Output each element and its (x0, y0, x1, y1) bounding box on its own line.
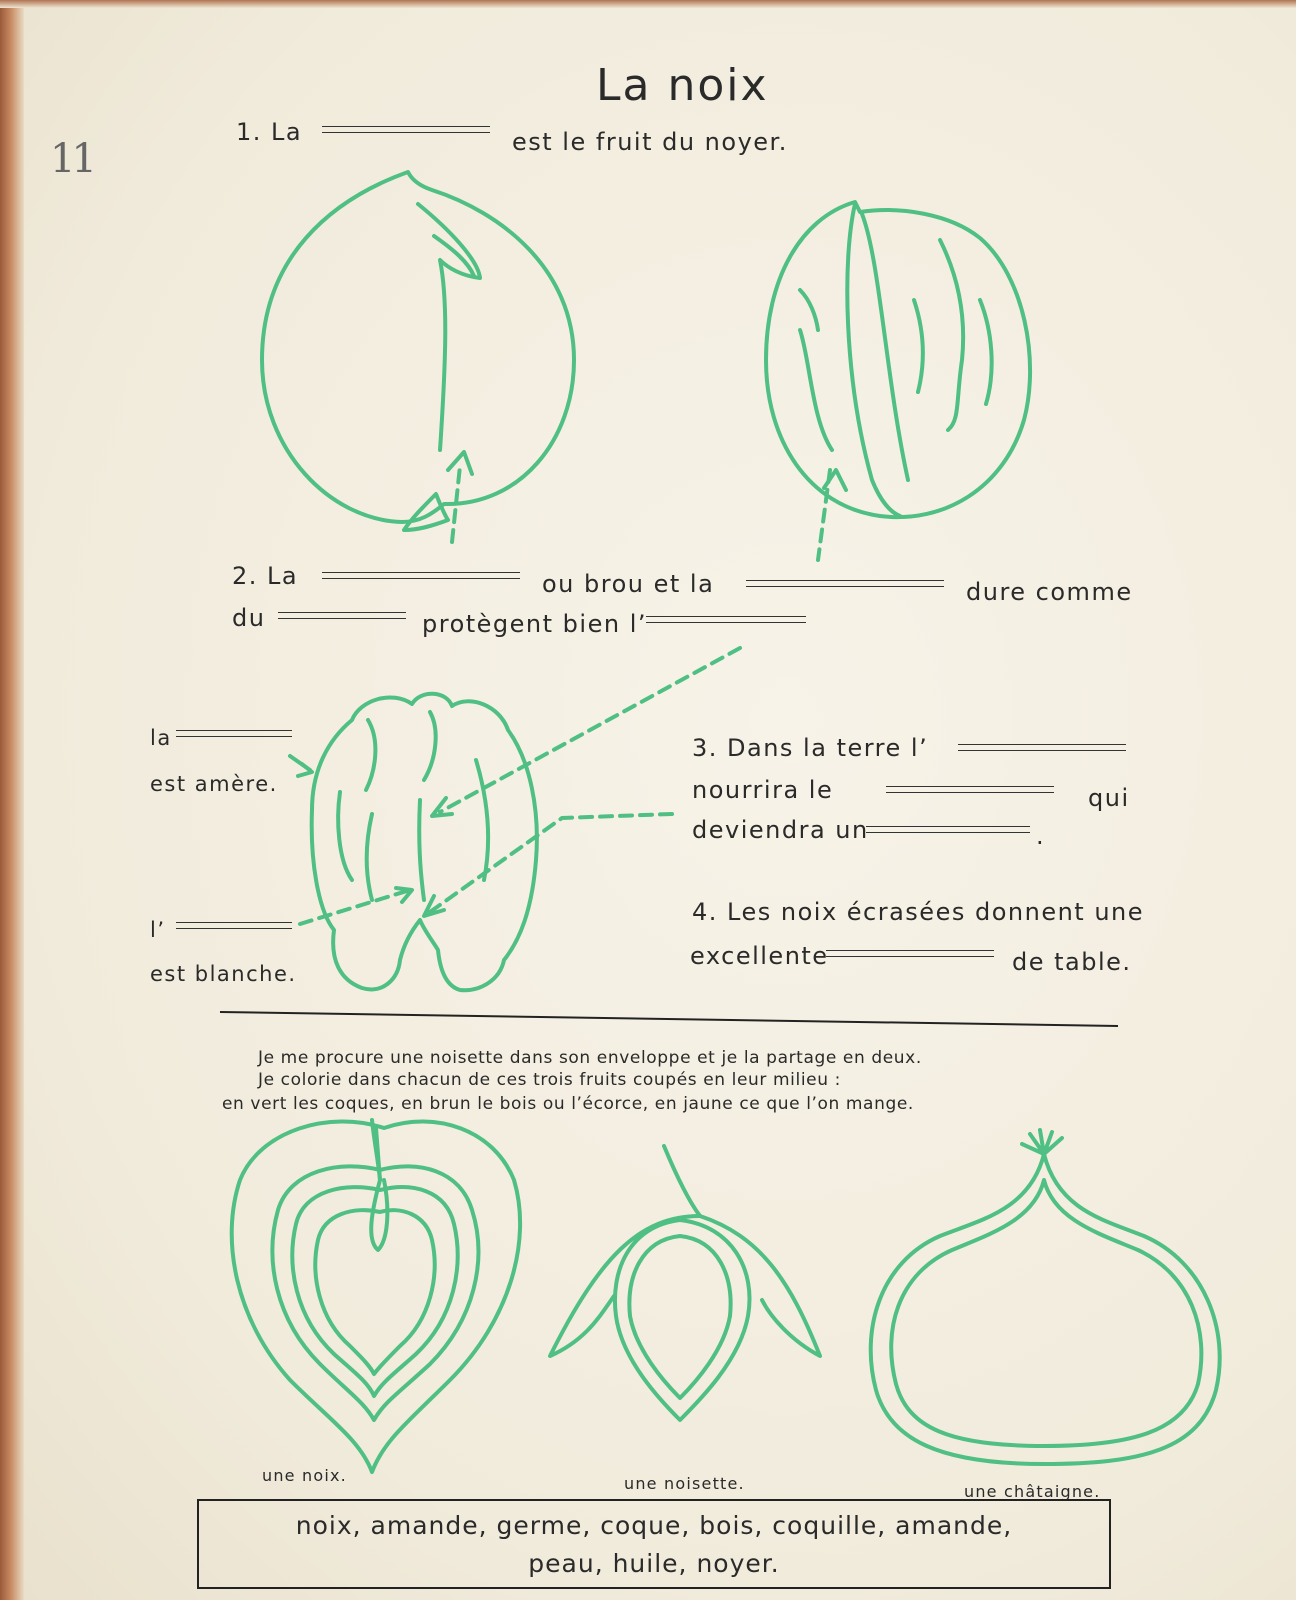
q3-line1: 3. Dans la terre l’ (692, 734, 929, 762)
instruction-line-2: Je colorie dans chacun de ces trois fruits coupés en leur milieu : (258, 1070, 841, 1090)
noix-section-drawing (232, 1120, 520, 1472)
instruction-line-3: en vert les coques, en brun le bois ou l’écorce, en jaune ce que l’on mange. (222, 1094, 914, 1114)
q2-text-mid2: dure comme (966, 578, 1133, 606)
q3-blank-1[interactable] (958, 744, 1126, 751)
q1-suffix: est le fruit du noyer. (512, 128, 788, 156)
margin-number: 11 (50, 136, 93, 182)
word-bank-box (197, 1499, 1111, 1589)
q3-blank-2[interactable] (886, 786, 1054, 793)
q2-blank-2[interactable] (746, 580, 944, 587)
q4-line1: 4. Les noix écrasées donnent une (692, 898, 1145, 926)
walnut-shell-drawing (766, 202, 1030, 560)
q2-blank-4[interactable] (646, 616, 806, 623)
kernel-bottom-prefix: l’ (150, 918, 166, 942)
page-title: La noix (596, 60, 769, 111)
q2-blank-3[interactable] (278, 612, 406, 619)
noisette-section-drawing (550, 1146, 820, 1420)
caption-noisette: une noisette. (624, 1474, 745, 1493)
caption-chataigne: une châtaigne. (964, 1482, 1101, 1501)
q3-line3: deviendra un (692, 816, 869, 844)
kernel-bottom-suffix: est blanche. (150, 962, 297, 986)
q2-text-mid1: ou brou et la (542, 570, 715, 598)
word-bank-line-2: peau, huile, noyer. (528, 1549, 780, 1578)
walnut-kernel-drawing (290, 648, 740, 990)
q2-prefix: 2. La (232, 562, 299, 590)
q4-line2-b: de table. (1012, 948, 1132, 976)
walnut-husk-drawing (262, 172, 574, 542)
q4-blank[interactable] (826, 950, 994, 957)
q3-line2-a: nourrira le (692, 776, 834, 804)
q3-blank-3[interactable] (866, 826, 1030, 833)
q4-line2-a: excellente (690, 942, 829, 970)
q2-line2-mid: protègent bien l’ (422, 610, 647, 638)
kernel-blank-top[interactable] (176, 730, 292, 737)
kernel-top-suffix: est amère. (150, 772, 278, 796)
word-bank-line-1: noix, amande, germe, coque, bois, coquille, amande, (295, 1511, 1013, 1540)
q1-blank[interactable] (322, 126, 490, 133)
instruction-line-1: Je me procure une noisette dans son enveloppe et je la partage en deux. (258, 1048, 922, 1068)
caption-noix: une noix. (262, 1466, 347, 1485)
q1-prefix: 1. La (236, 118, 303, 146)
q3-line3-end: . (1036, 822, 1046, 850)
chataigne-section-drawing (871, 1130, 1220, 1464)
q2-line2-prefix: du (232, 604, 266, 632)
kernel-blank-bottom[interactable] (176, 922, 292, 929)
kernel-top-prefix: la (150, 726, 172, 750)
q2-blank-1[interactable] (322, 572, 520, 579)
q3-line2-b: qui (1088, 784, 1130, 812)
section-divider (220, 1012, 1118, 1026)
